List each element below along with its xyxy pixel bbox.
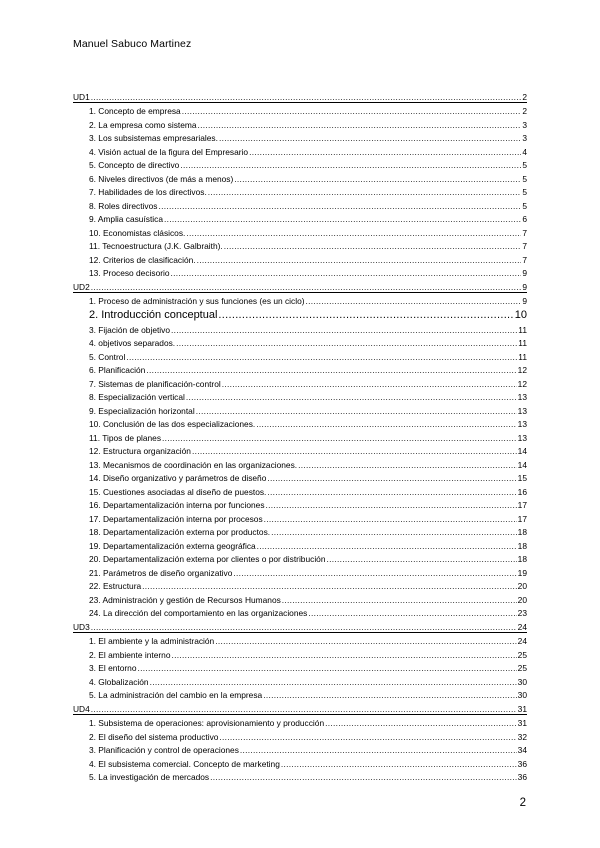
toc-entry-page: 3 (522, 119, 527, 130)
toc-dot-leader (158, 201, 521, 211)
toc-dot-leader (171, 650, 516, 660)
toc-entry[interactable] (73, 633, 527, 647)
toc-entry-label: 11. Tecnoestructura (J.K. Galbraith). (89, 241, 223, 251)
toc-entry-label: 22. Estructura (89, 581, 142, 591)
toc-dot-leader (263, 690, 516, 700)
toc-entry[interactable] (73, 103, 527, 117)
toc-entry-label: 13. Mecanismos de coordinación en las organizaciones. (89, 459, 298, 470)
toc-entry-label: 3. Planificación y control de operaciones (89, 745, 239, 755)
toc-dot-leader (197, 255, 522, 265)
toc-dot-leader (257, 541, 517, 551)
toc-entry-page: 9 (522, 281, 527, 292)
toc-entry-page: 16 (517, 486, 527, 497)
toc-unit-entry[interactable] (73, 618, 527, 633)
toc-entry-label: 3. Los subsistemas empresariales. (89, 133, 218, 143)
toc-entry[interactable] (73, 402, 527, 416)
toc-entry[interactable] (73, 470, 527, 484)
toc-entry-page: 20 (517, 594, 527, 605)
toc-entry-label: 2. Introducción conceptual (89, 309, 218, 321)
toc-dot-leader (164, 214, 521, 224)
toc-entry-page: 12 (517, 365, 527, 375)
toc-entry-page: 13 (517, 432, 527, 443)
toc-entry-page: 20 (517, 581, 527, 591)
toc-entry[interactable] (73, 293, 527, 307)
toc-entry-label: 3. Fijación de objetivo (89, 324, 171, 335)
toc-entry[interactable] (73, 591, 527, 605)
toc-entry-label: 14. Diseño organizativo y parámetros de diseño (89, 473, 267, 483)
toc-entry-label: 2. La empresa como sistema (89, 119, 197, 130)
toc-entry-label: 5. Control (89, 351, 126, 362)
toc-dot-leader (256, 419, 516, 429)
toc-entry-page: 5 (522, 160, 527, 170)
toc-unit-entry[interactable] (73, 278, 527, 293)
toc-dot-leader (215, 636, 516, 646)
toc-entry-label: 7. Sistemas de planificación-control (89, 378, 221, 389)
toc-dot-leader (180, 160, 521, 170)
toc-entry-page: 31 (517, 703, 527, 714)
toc-entry[interactable] (73, 578, 527, 592)
toc-entry[interactable] (73, 265, 527, 279)
toc-entry[interactable] (73, 197, 527, 211)
toc-dot-leader (327, 554, 517, 564)
toc-entry[interactable] (73, 769, 527, 783)
toc-entry-page: 25 (517, 649, 527, 660)
toc-entry[interactable] (73, 755, 527, 769)
toc-dot-leader (150, 677, 517, 687)
toc-entry[interactable] (73, 660, 527, 674)
toc-entry-label: 3. El entorno (89, 663, 137, 673)
toc-entry[interactable] (73, 673, 527, 687)
toc-dot-leader (162, 433, 517, 443)
toc-dot-leader (196, 406, 517, 416)
toc-entry-page: 10 (514, 309, 527, 321)
toc-entry-label: 16. Departamentalización interna por funciones (89, 500, 265, 510)
toc-entry[interactable] (73, 416, 527, 430)
toc-dot-leader (267, 487, 516, 497)
toc-entry-page: 17 (517, 500, 527, 510)
toc-entry-label: 9. Especialización horizontal (89, 405, 195, 416)
toc-entry-label: 13. Proceso decisorio (89, 268, 170, 278)
toc-entry-page: 36 (517, 758, 527, 769)
toc-dot-leader (126, 352, 517, 362)
toc-dot-leader (198, 120, 522, 130)
toc-entry-page: 13 (517, 392, 527, 402)
toc-dot-leader (91, 92, 522, 102)
toc-entry[interactable] (73, 605, 527, 619)
document-author-header: Manuel Sabuco Martinez (73, 38, 192, 50)
toc-entry-label: 4. Visión actual de la figura del Empresario (89, 146, 249, 157)
toc-dot-leader (249, 147, 521, 157)
toc-entry-page: 5 (522, 187, 527, 197)
toc-dot-leader (224, 241, 522, 251)
toc-entry-page: 34 (517, 745, 527, 755)
toc-entry-label: 23. Administración y gestión de Recursos Humanos (89, 594, 281, 605)
toc-entry-page: 7 (522, 227, 527, 238)
toc-entry-page: 7 (522, 254, 527, 265)
toc-entry[interactable] (73, 251, 527, 265)
toc-entry-page: 18 (517, 554, 527, 564)
page-number: 2 (519, 797, 526, 809)
toc-entry-page: 4 (522, 146, 527, 157)
toc-entry-page: 25 (517, 663, 527, 673)
toc-dot-leader (186, 228, 521, 238)
toc-entry-label: 5. Concepto de directivo (89, 160, 180, 170)
toc-entry-label: 8. Roles directivos (89, 200, 158, 211)
toc-dot-leader (233, 568, 516, 578)
toc-dot-leader (282, 595, 517, 605)
toc-entry-label: UD3 (73, 621, 90, 632)
toc-entry-page: 36 (517, 772, 527, 782)
toc-entry-label: 9. Amplia casuística (89, 214, 164, 224)
toc-entry[interactable] (73, 389, 527, 403)
toc-entry-label: 8. Especialización vertical (89, 392, 185, 402)
toc-entry-page: 13 (517, 419, 527, 429)
toc-entry[interactable] (73, 524, 527, 538)
table-of-contents (73, 88, 527, 782)
toc-dot-leader (176, 338, 517, 348)
toc-entry-label: 10. Conclusión de las dos especializaciones. (89, 419, 256, 429)
toc-entry-label: 19. Departamentalización externa geográfica (89, 540, 256, 551)
toc-entry-page: 18 (517, 527, 527, 537)
toc-entry[interactable] (73, 143, 527, 157)
toc-entry-label: 6. Planificación (89, 365, 146, 375)
toc-entry-page: 15 (517, 473, 527, 483)
toc-entry-label: 7. Habilidades de los directivos. (89, 187, 207, 197)
toc-unit-entry[interactable] (73, 88, 527, 103)
toc-dot-leader (208, 187, 522, 197)
toc-entry-label: 5. La administración del cambio en la empresa (89, 690, 263, 700)
toc-dot-leader (264, 514, 517, 524)
toc-entry-label: 18. Departamentalización externa por productos. (89, 527, 271, 537)
toc-entry[interactable] (73, 510, 527, 524)
toc-entry[interactable] (73, 646, 527, 660)
toc-entry[interactable] (73, 551, 527, 565)
toc-entry-label: 20. Departamentalización externa por clientes o por distribución (89, 554, 326, 564)
toc-dot-leader (218, 309, 513, 321)
toc-entry-label: 12. Estructura organización (89, 446, 191, 456)
toc-entry-label: 5. La investigación de mercados (89, 772, 210, 782)
toc-entry[interactable] (73, 157, 527, 171)
toc-entry-page: 11 (518, 338, 527, 348)
toc-entry[interactable] (73, 456, 527, 470)
toc-entry-label: 2. El ambiente interno (89, 649, 171, 660)
toc-entry[interactable] (73, 483, 527, 497)
toc-dot-leader (142, 581, 517, 591)
toc-dot-leader (308, 608, 516, 618)
toc-dot-leader (192, 446, 517, 456)
toc-entry-page: 7 (522, 241, 527, 251)
toc-entry[interactable] (73, 715, 527, 729)
toc-entry-page: 31 (517, 718, 527, 728)
toc-dot-leader (266, 500, 517, 510)
toc-entry[interactable] (73, 211, 527, 225)
toc-entry[interactable] (73, 170, 527, 184)
toc-dot-leader (281, 759, 517, 769)
toc-entry-label: 4. El subsistema comercial. Concepto de marketing (89, 758, 280, 769)
toc-entry[interactable] (73, 443, 527, 457)
toc-dot-leader (210, 772, 517, 782)
toc-entry-page: 24 (517, 621, 527, 632)
toc-entry-label: 24. La dirección del comportamiento en las organizaciones (89, 608, 308, 618)
toc-entry-label: 17. Departamentalización interna por procesos (89, 513, 263, 524)
toc-dot-leader (138, 663, 517, 673)
toc-entry-page: 17 (517, 513, 527, 524)
toc-entry-label: 1. El ambiente y la administración (89, 636, 215, 646)
toc-entry[interactable] (73, 321, 527, 335)
toc-entry-label: 1. Concepto de empresa (89, 106, 181, 116)
toc-entry[interactable] (73, 238, 527, 252)
toc-dot-leader (171, 325, 517, 335)
toc-entry-page: 30 (517, 676, 527, 687)
toc-dot-leader (91, 704, 517, 714)
toc-dot-leader (222, 379, 517, 389)
toc-dot-leader (186, 392, 517, 402)
toc-dot-leader (91, 282, 522, 292)
toc-dot-leader (146, 365, 516, 375)
toc-entry[interactable] (73, 335, 527, 349)
toc-entry[interactable] (73, 537, 527, 551)
toc-entry-page: 13 (517, 405, 527, 416)
toc-entry-label: 2. El diseño del sistema productivo (89, 731, 219, 742)
toc-entry-page: 18 (517, 540, 527, 551)
toc-dot-leader (182, 106, 522, 116)
toc-entry[interactable] (73, 116, 527, 130)
toc-dot-leader (240, 745, 517, 755)
toc-entry-page: 24 (517, 636, 527, 646)
toc-dot-leader (267, 473, 516, 483)
toc-entry[interactable] (73, 497, 527, 511)
toc-entry[interactable] (73, 429, 527, 443)
toc-entry-label: UD4 (73, 703, 90, 714)
toc-unit-entry[interactable] (73, 700, 527, 715)
toc-entry-label: 10. Economistas clásicos. (89, 227, 186, 238)
toc-entry-page: 19 (517, 567, 527, 578)
toc-entry-label: 1. Subsistema de operaciones: aprovisionamiento y producción (89, 718, 325, 728)
toc-entry-label: 21. Parámetros de diseño organizativo (89, 567, 233, 578)
toc-entry-page: 9 (522, 268, 527, 278)
toc-entry[interactable] (73, 728, 527, 742)
toc-entry-label: UD1 (73, 91, 90, 102)
toc-entry-page: 12 (517, 378, 527, 389)
toc-entry-page: 23 (517, 608, 527, 618)
toc-entry-page: 5 (522, 200, 527, 211)
toc-dot-leader (171, 268, 522, 278)
toc-entry-label: 4. Globalización (89, 676, 149, 687)
toc-entry[interactable] (73, 348, 527, 362)
toc-entry-label: UD2 (73, 281, 90, 292)
toc-entry-page: 32 (517, 731, 527, 742)
toc-entry[interactable] (73, 184, 527, 198)
toc-entry-label: 6. Niveles directivos (de más a menos) (89, 173, 234, 184)
toc-entry-page: 11 (518, 324, 527, 335)
toc-entry[interactable] (73, 362, 527, 376)
toc-entry-label: 11. Tipos de planes (89, 432, 162, 443)
toc-entry-page: 2 (522, 91, 527, 102)
toc-entry-label: 15. Cuestiones asociadas al diseño de puestos. (89, 486, 267, 497)
toc-dot-leader (219, 732, 516, 742)
toc-entry-label: 12. Criterios de clasificación. (89, 254, 196, 265)
toc-entry-page: 14 (517, 459, 527, 470)
toc-entry-page: 30 (517, 690, 527, 700)
toc-dot-leader (219, 133, 521, 143)
toc-dot-leader (325, 718, 517, 728)
toc-entry[interactable] (73, 306, 527, 321)
toc-entry-page: 14 (517, 446, 527, 456)
toc-entry-label: 1. Proceso de administración y sus funciones (es un ciclo) (89, 296, 305, 306)
toc-entry[interactable] (73, 742, 527, 756)
toc-entry-page: 5 (522, 173, 527, 184)
toc-dot-leader (234, 174, 521, 184)
toc-entry[interactable] (73, 564, 527, 578)
toc-entry-page: 2 (522, 106, 527, 116)
toc-entry[interactable] (73, 224, 527, 238)
toc-entry[interactable] (73, 130, 527, 144)
toc-entry-page: 6 (522, 214, 527, 224)
toc-dot-leader (91, 622, 517, 632)
toc-dot-leader (306, 296, 522, 306)
toc-dot-leader (271, 527, 517, 537)
toc-entry-page: 3 (522, 133, 527, 143)
toc-entry-page: 11 (518, 351, 527, 362)
toc-dot-leader (298, 460, 517, 470)
toc-entry[interactable] (73, 375, 527, 389)
toc-entry-page: 9 (522, 296, 527, 306)
toc-entry-label: 4. objetivos separados. (89, 338, 176, 348)
toc-entry[interactable] (73, 687, 527, 701)
